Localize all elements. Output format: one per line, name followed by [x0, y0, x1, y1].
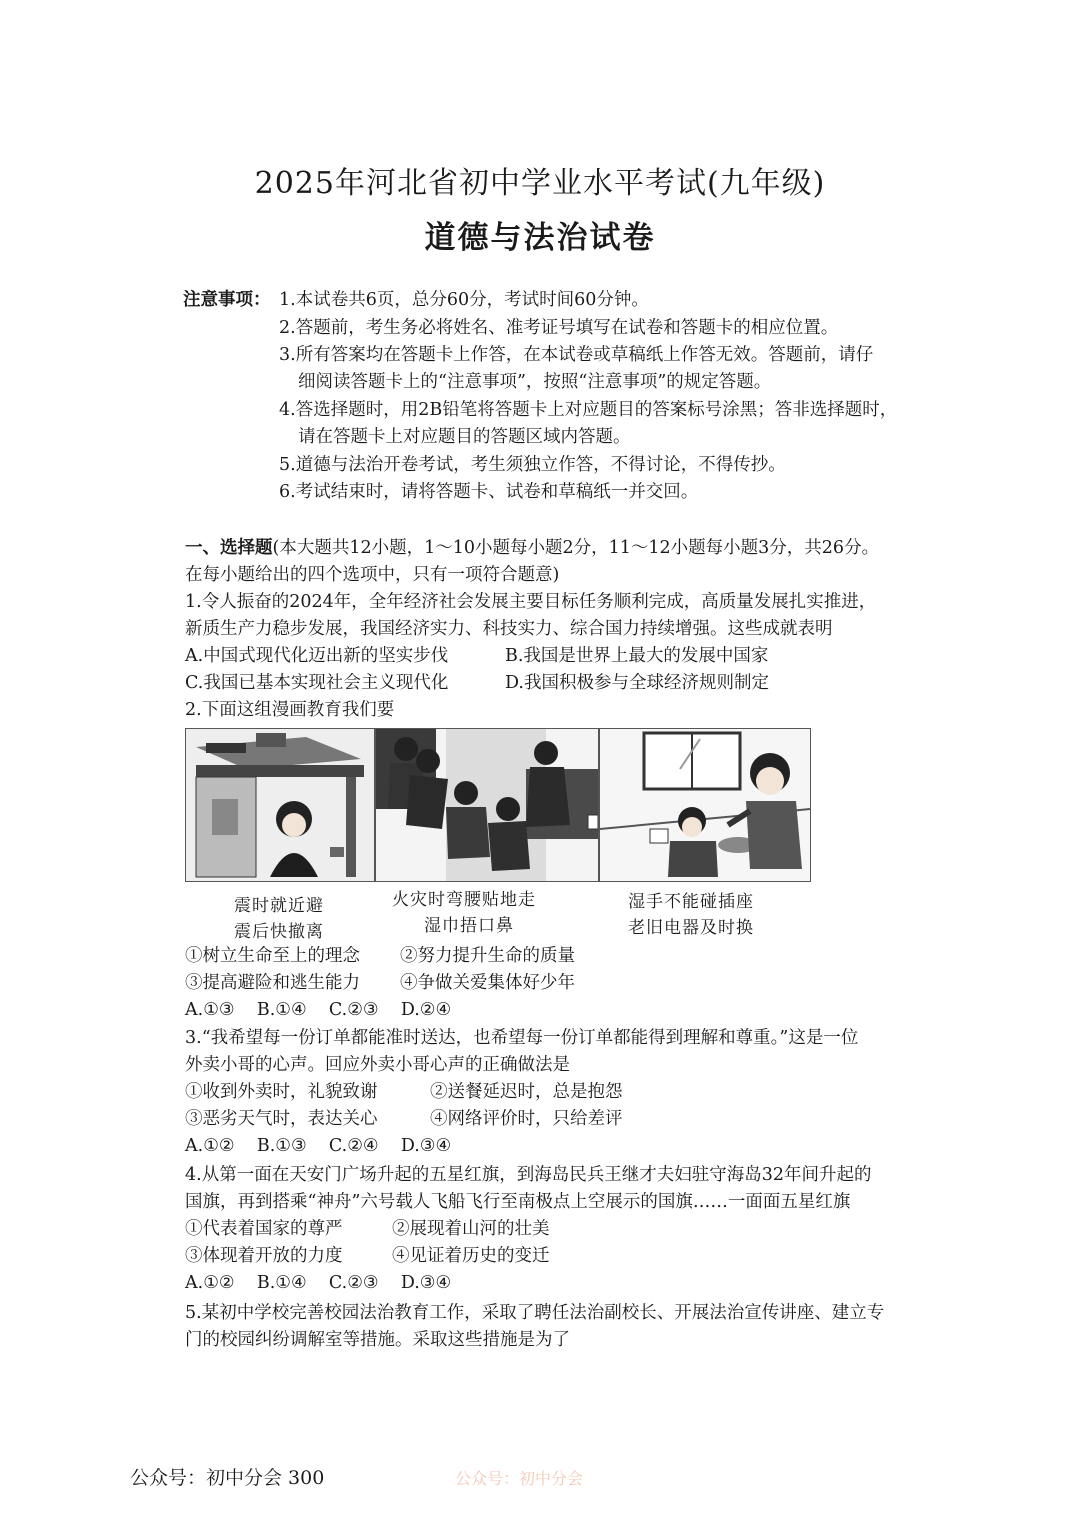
q2-statement: ③提高避险和逃生能力 [185, 973, 360, 993]
q1-stem: 1.令人振奋的2024年，全年经济社会发展主要目标任务顺利完成，高质量发展扎实推进， [185, 592, 877, 612]
comic-earthquake-image [185, 728, 375, 882]
q3-statement: ③恶劣天气时，表达关心 [185, 1109, 378, 1129]
q4-statement: ①代表着国家的尊严 [185, 1219, 343, 1239]
footer-watermark: 公众号：初中分会 [455, 1469, 584, 1488]
comic-caption: 湿手不能碰插座 [628, 892, 754, 912]
q5-stem: 门的校园纠纷调解室等措施。采取这些措施是为了 [185, 1330, 570, 1350]
comic-caption: 湿巾捂口鼻 [424, 916, 514, 936]
notice-item: 1.本试卷共6页，总分60分，考试时间60分钟。 [279, 290, 649, 310]
q3-statement: ①收到外卖时，礼貌致谢 [185, 1082, 378, 1102]
notice-label: 注意事项： [183, 290, 271, 310]
notice-item: 3.所有答案均在答题卡上作答，在本试卷或草稿纸上作答无效。答题前，请仔 [279, 345, 874, 365]
footer-account-label: 公众号：初中分会 300 [130, 1467, 325, 1489]
q3-stem: 3.“我希望每一份订单都能准时送达，也希望每一份订单都能得到理解和尊重。”这是一位 [185, 1028, 859, 1048]
q4-statement: ③体现着开放的力度 [185, 1246, 343, 1266]
q1-stem: 新质生产力稳步发展，我国经济实力、科技实力、综合国力持续增强。这些成就表明 [185, 619, 833, 639]
section-heading [185, 536, 879, 560]
q2-statement: ①树立生命至上的理念 [185, 946, 360, 966]
q1-option-c: C.我国已基本实现社会主义现代化 [185, 673, 449, 693]
q2-options: A.①③ B.①④ C.②③ D.②④ [185, 1000, 452, 1020]
notice-item: 请在答题卡上对应题目的答题区域内答题。 [298, 427, 631, 447]
q1-option-b: B.我国是世界上最大的发展中国家 [505, 646, 769, 666]
q4-statement: ②展现着山河的壮美 [392, 1219, 550, 1239]
notice-item: 细阅读答题卡上的“注意事项”，按照“注意事项”的规定答题。 [298, 372, 772, 392]
q4-statement: ④见证着历史的变迁 [392, 1246, 550, 1266]
q5-stem: 5.某初中学校完善校园法治教育工作，采取了聘任法治副校长、开展法治宣传讲座、建立专 [185, 1303, 885, 1323]
comic-electric-safety-image [599, 728, 811, 882]
q4-options: A.①② B.①④ C.②③ D.③④ [185, 1273, 452, 1293]
exam-title: 2025年河北省初中学业水平考试(九年级) [254, 166, 826, 201]
comic-strip [185, 728, 811, 880]
comic-caption: 震后快撤离 [234, 922, 324, 942]
exam-subtitle: 道德与法治试卷 [424, 220, 656, 256]
q3-stem: 外卖小哥的心声。回应外卖小哥心声的正确做法是 [185, 1055, 570, 1075]
section-note: (本大题共12小题，1～10小题每小题2分，11～12小题每小题3分，共26分。 [272, 538, 880, 558]
comic-fire-escape-image [375, 728, 599, 882]
comic-caption: 震时就近避 [234, 896, 324, 916]
notice-item: 4.答选择题时，用2B铅笔将答题卡上对应题目的答案标号涂黑；答非选择题时， [279, 400, 898, 420]
q4-stem: 国旗，再到搭乘“神舟”六号载人飞船飞行至南极点上空展示的国旗……一面面五星红旗 [185, 1192, 851, 1212]
notice-item: 2.答题前，考生务必将姓名、准考证号填写在试卷和答题卡的相应位置。 [279, 318, 839, 338]
q1-option-a: A.中国式现代化迈出新的坚实步伐 [185, 646, 449, 666]
q3-statement: ④网络评价时，只给差评 [430, 1109, 623, 1129]
q3-options: A.①② B.①③ C.②④ D.③④ [185, 1136, 452, 1156]
q2-statement: ②努力提升生命的质量 [400, 946, 575, 966]
notice-item: 5.道德与法治开卷考试，考生须独立作答，不得讨论，不得传抄。 [279, 455, 786, 475]
q2-statement: ④争做关爱集体好少年 [400, 973, 575, 993]
section-note-2: 在每小题给出的四个选项中，只有一项符合题意) [185, 565, 560, 585]
q1-option-d: D.我国积极参与全球经济规则制定 [505, 673, 769, 693]
section-title: 一、选择题 [185, 538, 273, 558]
q2-stem: 2.下面这组漫画教育我们要 [185, 700, 395, 720]
q4-stem: 4.从第一面在天安门广场升起的五星红旗，到海岛民兵王继才夫妇驻守海岛32年间升起的 [185, 1165, 872, 1185]
comic-caption: 老旧电器及时换 [628, 918, 754, 938]
comic-caption: 火灾时弯腰贴地走 [392, 890, 536, 910]
q3-statement: ②送餐延迟时，总是抱怨 [430, 1082, 623, 1102]
notice-item: 6.考试结束时，请将答题卡、试卷和草稿纸一并交回。 [279, 482, 699, 502]
